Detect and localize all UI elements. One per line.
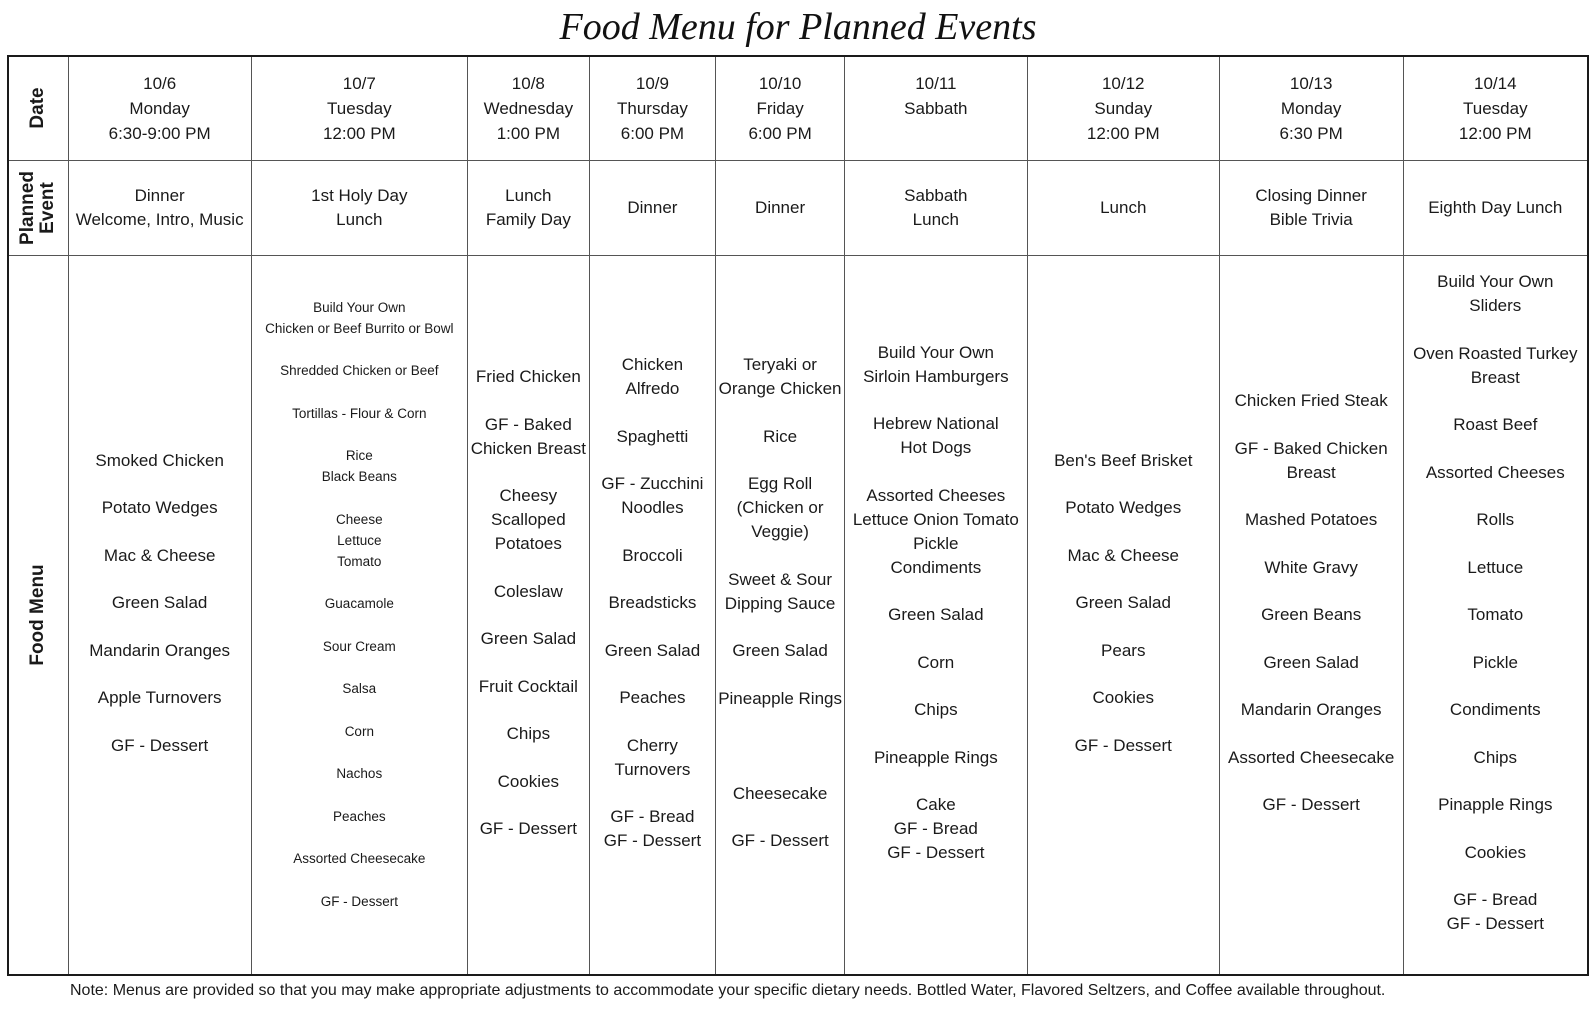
menu-item-line: GF - Bread [1453, 890, 1538, 909]
menu-item-line: Tomato [337, 553, 382, 569]
menu-item-line [716, 734, 844, 758]
menu-item [716, 353, 844, 401]
event-time: 6:00 PM [620, 123, 685, 143]
menu-item [1220, 651, 1403, 675]
menu-item-line: Chicken Fried Steak [1234, 391, 1388, 410]
menu-item [468, 484, 589, 556]
menu-item [845, 746, 1027, 770]
menu-item-line: Dipping Sauce [724, 593, 836, 613]
planned-event-line: Dinner [755, 197, 806, 217]
menu-item-line: Pickle [1472, 652, 1518, 672]
day-name: Sunday [1094, 98, 1153, 118]
menu-item-line: Mac & Cheese [1067, 545, 1179, 565]
menu-item-line: Cookies [497, 771, 560, 791]
menu-item-line: Green Salad [888, 605, 984, 625]
menu-item [252, 403, 468, 424]
menu-item-line: Potato Wedges [101, 498, 218, 517]
date-value: 10/13 [1289, 73, 1333, 93]
menu-item [252, 593, 468, 614]
date-cell [251, 56, 468, 160]
menu-item [1028, 686, 1219, 710]
planned-event-line: Welcome, Intro, Music [75, 209, 244, 229]
menu-item [845, 651, 1027, 675]
menu-item [590, 591, 716, 615]
menu-item [1028, 639, 1219, 663]
menu-item [69, 639, 251, 663]
menu-item [590, 425, 716, 449]
menu-item-line: Green Salad [732, 641, 828, 660]
menu-item-line: GF - Dessert [731, 831, 829, 850]
menu-item-line: Potatoes [494, 534, 562, 553]
planned-event-cell [1403, 160, 1588, 255]
menu-item [590, 544, 716, 568]
menu-item-line: Orange Chicken [718, 379, 842, 398]
menu-item-line: Chicken [621, 355, 684, 374]
menu-item-line: Fruit Cocktail [478, 676, 578, 696]
menu-item-line: Mandarin Oranges [1240, 700, 1382, 719]
date-value: 10/9 [635, 73, 669, 93]
menu-item-line: Mandarin Oranges [89, 640, 231, 660]
menu-item-line: Apple Turnovers [97, 688, 222, 707]
menu-item-line: Salsa [342, 681, 377, 696]
menu-item [252, 360, 468, 381]
menu-item-line: Smoked Chicken [95, 450, 224, 470]
menu-item [1220, 793, 1403, 817]
menu-item-line: Breast [1470, 367, 1520, 387]
date-value: 10/12 [1101, 73, 1145, 93]
menu-item-line: Cake [916, 795, 956, 815]
menu-item-line: GF - Baked Chicken [1234, 438, 1388, 458]
dietary-note: Note: Menus are provided so that you may make appropriate adjustments to accommodate your specific dietary needs. Bottled Water, Flavored Seltzers, and Coffee available throughout. [70, 982, 1386, 999]
event-time: 6:30-9:00 PM [108, 123, 211, 143]
food-menu-cell [68, 255, 251, 975]
event-time: 6:30 PM [1279, 123, 1343, 143]
menu-item [590, 353, 716, 401]
planned-event-cell [1027, 160, 1219, 255]
menu-item-line: Egg Roll [747, 474, 813, 493]
menu-item [845, 341, 1027, 389]
menu-item [468, 722, 589, 746]
menu-item [69, 686, 251, 710]
menu-item [1404, 793, 1587, 817]
menu-item [845, 603, 1027, 627]
date-cell [716, 56, 845, 160]
food-menu-row-header [8, 255, 68, 975]
menu-item-line: Ben's Beef Brisket [1054, 450, 1193, 470]
event-time [845, 121, 1027, 146]
menu-item-line: GF - Dessert [1446, 914, 1544, 933]
food-menu-cell [844, 255, 1027, 975]
menu-item [716, 425, 844, 449]
menu-item [716, 472, 844, 544]
event-time: 12:00 PM [1458, 123, 1532, 143]
menu-item-line: Condiments [890, 557, 982, 577]
menu-item-line: Mac & Cheese [103, 545, 216, 565]
menu-item [468, 675, 589, 699]
menu-item [1404, 461, 1587, 485]
menu-item-line: Cheese [336, 511, 383, 527]
date-row-header [8, 56, 68, 160]
day-name: Monday [1280, 98, 1342, 118]
menu-item-line: Tortillas - Flour & Corn [292, 405, 427, 421]
date-cell [468, 56, 590, 160]
menu-item-line: Breadsticks [608, 593, 697, 612]
menu-item-line: GF - Baked [484, 414, 572, 434]
menu-item-line: Spaghetti [616, 426, 689, 446]
menu-item-line: (Chicken or [736, 498, 824, 517]
food-menu-cell [1403, 255, 1588, 975]
day-name: Tuesday [1463, 98, 1528, 118]
planned-event-line: Sabbath [904, 185, 968, 205]
menu-item [1028, 496, 1219, 520]
planned-event-line: Lunch [1100, 197, 1147, 217]
menu-item-line: Green Salad [480, 629, 577, 648]
menu-item [845, 698, 1027, 722]
menu-item [1220, 437, 1403, 485]
planned-event-row-header [8, 160, 68, 255]
menu-item [1220, 556, 1403, 580]
menu-item [1404, 888, 1587, 936]
menu-item [252, 636, 468, 657]
menu-item-line: Tomato [1467, 605, 1524, 624]
menu-item [716, 568, 844, 616]
menu-item [845, 412, 1027, 460]
menu-item-line: Scalloped [491, 510, 566, 529]
event-time: 12:00 PM [1086, 123, 1160, 143]
planned-event-label-line2: Event [37, 181, 59, 234]
menu-item [252, 445, 468, 487]
planned-event-line: Dinner [627, 197, 678, 217]
menu-item [1404, 556, 1587, 580]
day-name: Friday [756, 98, 804, 118]
menu-item-line: Nachos [336, 766, 383, 781]
menu-item-line: Assorted Cheesecake [1228, 747, 1395, 767]
menu-item [1404, 603, 1587, 627]
date-cell [68, 56, 251, 160]
planned-event-label-line1: Planned [17, 170, 39, 245]
date-value: 10/10 [758, 73, 802, 93]
food-menu-cell [468, 255, 590, 975]
menu-item-line: Assorted Cheeses [1425, 462, 1565, 482]
planned-event-line: Closing Dinner [1255, 185, 1367, 205]
menu-item [1404, 698, 1587, 722]
menu-item [69, 734, 251, 758]
menu-item [1220, 389, 1403, 413]
planned-event-row-label [18, 171, 58, 245]
menu-item-line: Build Your Own [1437, 272, 1554, 291]
menu-item-line: Mashed Potatoes [1245, 510, 1378, 529]
food-menu-cell [251, 255, 468, 975]
planned-event-row [8, 160, 1588, 255]
menu-item [590, 472, 716, 520]
menu-item-line: Coleslaw [493, 581, 563, 601]
menu-item-line: Guacamole [324, 596, 394, 611]
menu-item [716, 734, 844, 758]
menu-item-line: Assorted Cheeses [866, 485, 1006, 505]
menu-item-line: Black Beans [321, 469, 397, 484]
menu-item-line: Peaches [619, 688, 686, 707]
menu-item-line: GF - Bread [893, 819, 978, 839]
menu-item [468, 627, 589, 651]
planned-event-cell [251, 160, 468, 255]
menu-item-line: Breast [1286, 462, 1336, 482]
planned-event-cell [468, 160, 590, 255]
date-row [8, 56, 1588, 160]
menu-item-line: Cheesy [499, 486, 558, 505]
menu-item-line: GF - Dessert [479, 819, 577, 838]
menu-item-line: Chicken or Beef Burrito or Bowl [265, 320, 454, 336]
menu-item [1028, 544, 1219, 568]
planned-event-cell [844, 160, 1027, 255]
planned-event-line: Eighth Day Lunch [1428, 197, 1563, 217]
date-value: 10/14 [1474, 73, 1517, 93]
menu-item-line: Green Beans [1261, 605, 1362, 624]
menu-item-line: GF - Dessert [1262, 795, 1360, 814]
day-name: Thursday [616, 98, 688, 118]
menu-item-line: Corn [344, 723, 374, 739]
menu-item-line: GF - Dessert [1074, 735, 1172, 755]
menu-item-line: GF - Dessert [111, 735, 209, 755]
planned-event-line: Family Day [485, 209, 571, 229]
menu-item-line: Assorted Cheesecake [293, 851, 426, 866]
menu-item [716, 782, 844, 806]
menu-item [590, 734, 716, 782]
menu-item-line: Fried Chicken [475, 367, 581, 386]
planned-event-line: Dinner [134, 185, 185, 205]
menu-item-line: Cherry [626, 735, 678, 755]
menu-item [1404, 841, 1587, 865]
date-cell [1027, 56, 1219, 160]
menu-item [252, 806, 468, 827]
menu-item [716, 639, 844, 663]
menu-item [468, 817, 589, 841]
planned-event-line: Bible Trivia [1269, 209, 1353, 229]
menu-item [252, 678, 468, 699]
day-name: Monday [129, 98, 190, 118]
day-name: Wednesday [483, 98, 574, 118]
planned-event-line: Lunch [336, 209, 383, 229]
planned-event-line: 1st Holy Day [311, 185, 408, 205]
menu-item-line: Potato Wedges [1065, 498, 1182, 517]
menu-item-line: White Gravy [1264, 557, 1358, 577]
menu-item [1404, 651, 1587, 675]
menu-item [1028, 591, 1219, 615]
menu-item-line: Cheesecake [732, 783, 828, 803]
planned-event-cell [716, 160, 845, 255]
menu-item-line: Cookies [1092, 688, 1154, 707]
menu-item-line: Lettuce Onion Tomato [852, 509, 1019, 529]
date-row-label: Date [27, 87, 49, 129]
day-name: Sabbath [904, 98, 968, 118]
menu-item-line: Peaches [333, 808, 386, 824]
menu-item [1220, 746, 1403, 770]
event-time: 1:00 PM [496, 123, 560, 143]
menu-item [1404, 413, 1587, 437]
menu-item [716, 687, 844, 711]
menu-item-line: Corn [917, 652, 955, 672]
menu-item-line: Pinapple Rings [1438, 795, 1553, 814]
menu-item-line: Green Salad [1075, 593, 1171, 612]
menu-item-line: Chips [914, 700, 958, 720]
menu-item [1220, 603, 1403, 627]
menu-item [845, 484, 1027, 580]
page-title: Food Menu for Planned Events [559, 6, 1037, 48]
menu-item [1220, 508, 1403, 532]
menu-item [1028, 449, 1219, 473]
menu-item [1028, 734, 1219, 758]
menu-item-line: Lettuce [1467, 557, 1524, 577]
menu-item [69, 449, 251, 473]
menu-item [1404, 746, 1587, 770]
menu-item-line: Pineapple Rings [873, 747, 998, 767]
menu-item-line: Alfredo [625, 379, 680, 398]
menu-item-line: Noodles [621, 498, 684, 517]
menu-item [1220, 698, 1403, 722]
menu-item-line: GF - Zucchini [601, 474, 704, 493]
menu-item-line: Hebrew National [873, 414, 999, 434]
menu-item-line: GF - Dessert [320, 893, 398, 909]
menu-item-line: Green Salad [1263, 652, 1359, 672]
menu-item [252, 848, 468, 869]
day-name: Tuesday [327, 98, 392, 118]
menu-item-line: Sour Cream [322, 638, 396, 654]
menu-item [69, 544, 251, 568]
event-time: 6:00 PM [748, 123, 812, 143]
date-value: 10/6 [143, 73, 177, 93]
menu-item [1404, 342, 1587, 390]
food-menu-cell [1027, 255, 1219, 975]
menu-item [252, 509, 468, 572]
menu-item-line: Green Salad [111, 593, 208, 612]
menu-item-line: Sweet & Sour [728, 569, 833, 589]
menu-item-line: Green Salad [604, 640, 701, 660]
menu-item-line: Pineapple Rings [718, 688, 842, 708]
date-value: 10/8 [511, 73, 545, 93]
menu-item [845, 793, 1027, 865]
menu-item-line: Sirloin Hamburgers [863, 366, 1009, 386]
menu-item-line: GF - Dessert [887, 843, 985, 863]
menu-item-line: Turnovers [614, 759, 691, 779]
date-value: 10/7 [342, 73, 376, 93]
menu-item-line: Roast Beef [1453, 415, 1538, 434]
menu-item-line: Pears [1101, 640, 1146, 660]
menu-item-line: Hot Dogs [900, 438, 972, 458]
menu-item [590, 686, 716, 710]
date-cell [1219, 56, 1403, 160]
food-menu-cell [1219, 255, 1403, 975]
menu-item-line: Lettuce [337, 532, 382, 548]
menu-item-line: Rice [345, 448, 373, 463]
menu-item-line: Condiments [1449, 700, 1541, 719]
menu-item-line: GF - Dessert [603, 831, 702, 850]
planned-event-cell [68, 160, 251, 255]
menu-item [590, 639, 716, 663]
menu-item-line: Sliders [1469, 296, 1522, 315]
menu-item-line: Build Your Own [313, 299, 406, 315]
menu-item [468, 413, 589, 461]
menu-item-line: Rolls [1476, 510, 1515, 529]
menu-item-line: Teryaki or [743, 355, 817, 374]
planned-event-line: Lunch [912, 209, 959, 229]
menu-item-line: Shredded Chicken or Beef [280, 363, 439, 378]
menu-item [468, 580, 589, 604]
date-cell [844, 56, 1027, 160]
menu-item-line: Pickle [913, 533, 959, 553]
menu-item-line: GF - Bread [610, 807, 695, 826]
food-menu-cell [589, 255, 716, 975]
menu-item-line: Broccoli [622, 545, 683, 565]
menu-item-line: Chips [1473, 747, 1518, 767]
menu-item-line: Build Your Own [877, 342, 994, 362]
date-cell [1403, 56, 1588, 160]
event-time: 12:00 PM [322, 123, 396, 143]
menu-item [716, 829, 844, 853]
menu-item-line: Oven Roasted Turkey [1413, 343, 1578, 363]
menu-item-line: Veggie) [751, 522, 809, 541]
menu-item [590, 805, 716, 853]
food-menu-row-label: Food Menu [27, 564, 49, 666]
menu-item [252, 297, 468, 339]
food-menu-cell [716, 255, 845, 975]
menu-item [1404, 270, 1587, 318]
menu-item [252, 721, 468, 742]
menu-item [468, 770, 589, 794]
planned-event-line: Lunch [505, 185, 552, 205]
menu-item-line: Rice [763, 426, 798, 446]
planned-event-cell [589, 160, 716, 255]
menu-item [69, 496, 251, 520]
menu-item-line: Chips [506, 724, 551, 743]
menu-item [69, 591, 251, 615]
food-menu-table [7, 55, 1589, 976]
menu-item-line: Cookies [1464, 842, 1526, 862]
planned-event-cell [1219, 160, 1403, 255]
menu-item [1404, 508, 1587, 532]
menu-item [252, 763, 468, 784]
date-cell [589, 56, 716, 160]
menu-item [468, 365, 589, 389]
food-menu-row [8, 255, 1588, 975]
menu-item [252, 891, 468, 912]
menu-item-line: Chicken Breast [470, 438, 586, 458]
date-value: 10/11 [915, 73, 957, 93]
